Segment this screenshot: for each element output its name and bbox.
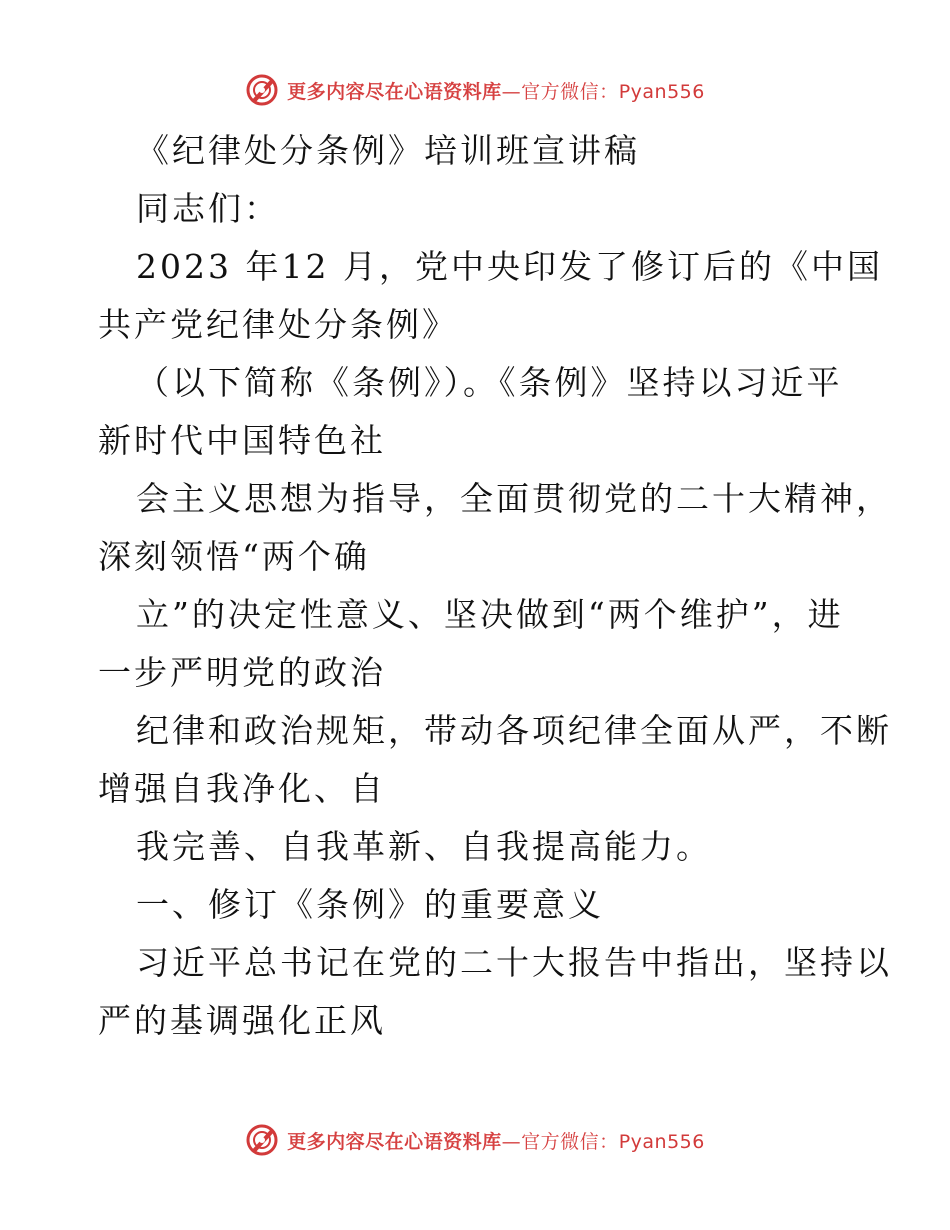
- quill-logo-icon: [245, 1123, 279, 1157]
- paragraph-line: 纪律和政治规矩，带动各项纪律全面从严，不断: [136, 711, 892, 750]
- paragraph-line: 深刻领悟“两个确: [98, 537, 370, 576]
- salutation: 同志们：: [136, 189, 280, 228]
- watermark-header: [0, 70, 950, 110]
- watermark-text: [287, 1127, 705, 1154]
- paragraph-line: 会主义思想为指导，全面贯彻党的二十大精神，: [136, 479, 892, 518]
- paragraph-line: 一步严明党的政治: [98, 653, 386, 692]
- paragraph-line: 2023 年12 月，党中央印发了修订后的《中国: [136, 247, 883, 286]
- watermark-text: [287, 77, 705, 104]
- watermark-sub: 官方微信：: [521, 1130, 619, 1153]
- paragraph-line: （以下简称《条例》）。《条例》坚持以习近平: [136, 363, 843, 402]
- watermark-dash: —: [501, 80, 522, 103]
- quill-logo-icon: [245, 73, 279, 107]
- paragraph-line: 新时代中国特色社: [98, 421, 386, 460]
- watermark-footer: [0, 1120, 950, 1160]
- document-title: 《纪律处分条例》培训班宣讲稿: [136, 131, 640, 170]
- paragraph-line: 共产党纪律处分条例》: [98, 305, 458, 344]
- paragraph-line: 我完善、自我革新、自我提高能力。: [136, 827, 712, 866]
- watermark-id: Pyan556: [618, 1130, 705, 1153]
- paragraph-line: 增强自我净化、自: [98, 769, 386, 808]
- watermark-dash: —: [501, 1130, 522, 1153]
- paragraph-line: 习近平总书记在党的二十大报告中指出，坚持以: [136, 943, 892, 982]
- document-body: [98, 122, 892, 1050]
- watermark-sub: 官方微信：: [521, 80, 619, 103]
- watermark-id: Pyan556: [618, 80, 705, 103]
- section-heading: 一、修订《条例》的重要意义: [136, 885, 604, 924]
- watermark-main: 更多内容尽在心语资料库: [287, 1130, 502, 1153]
- paragraph-line: 严的基调强化正风: [98, 1001, 386, 1040]
- paragraph-line: 立”的决定性意义、坚决做到“两个维护”，进: [136, 595, 844, 634]
- watermark-main: 更多内容尽在心语资料库: [287, 80, 502, 103]
